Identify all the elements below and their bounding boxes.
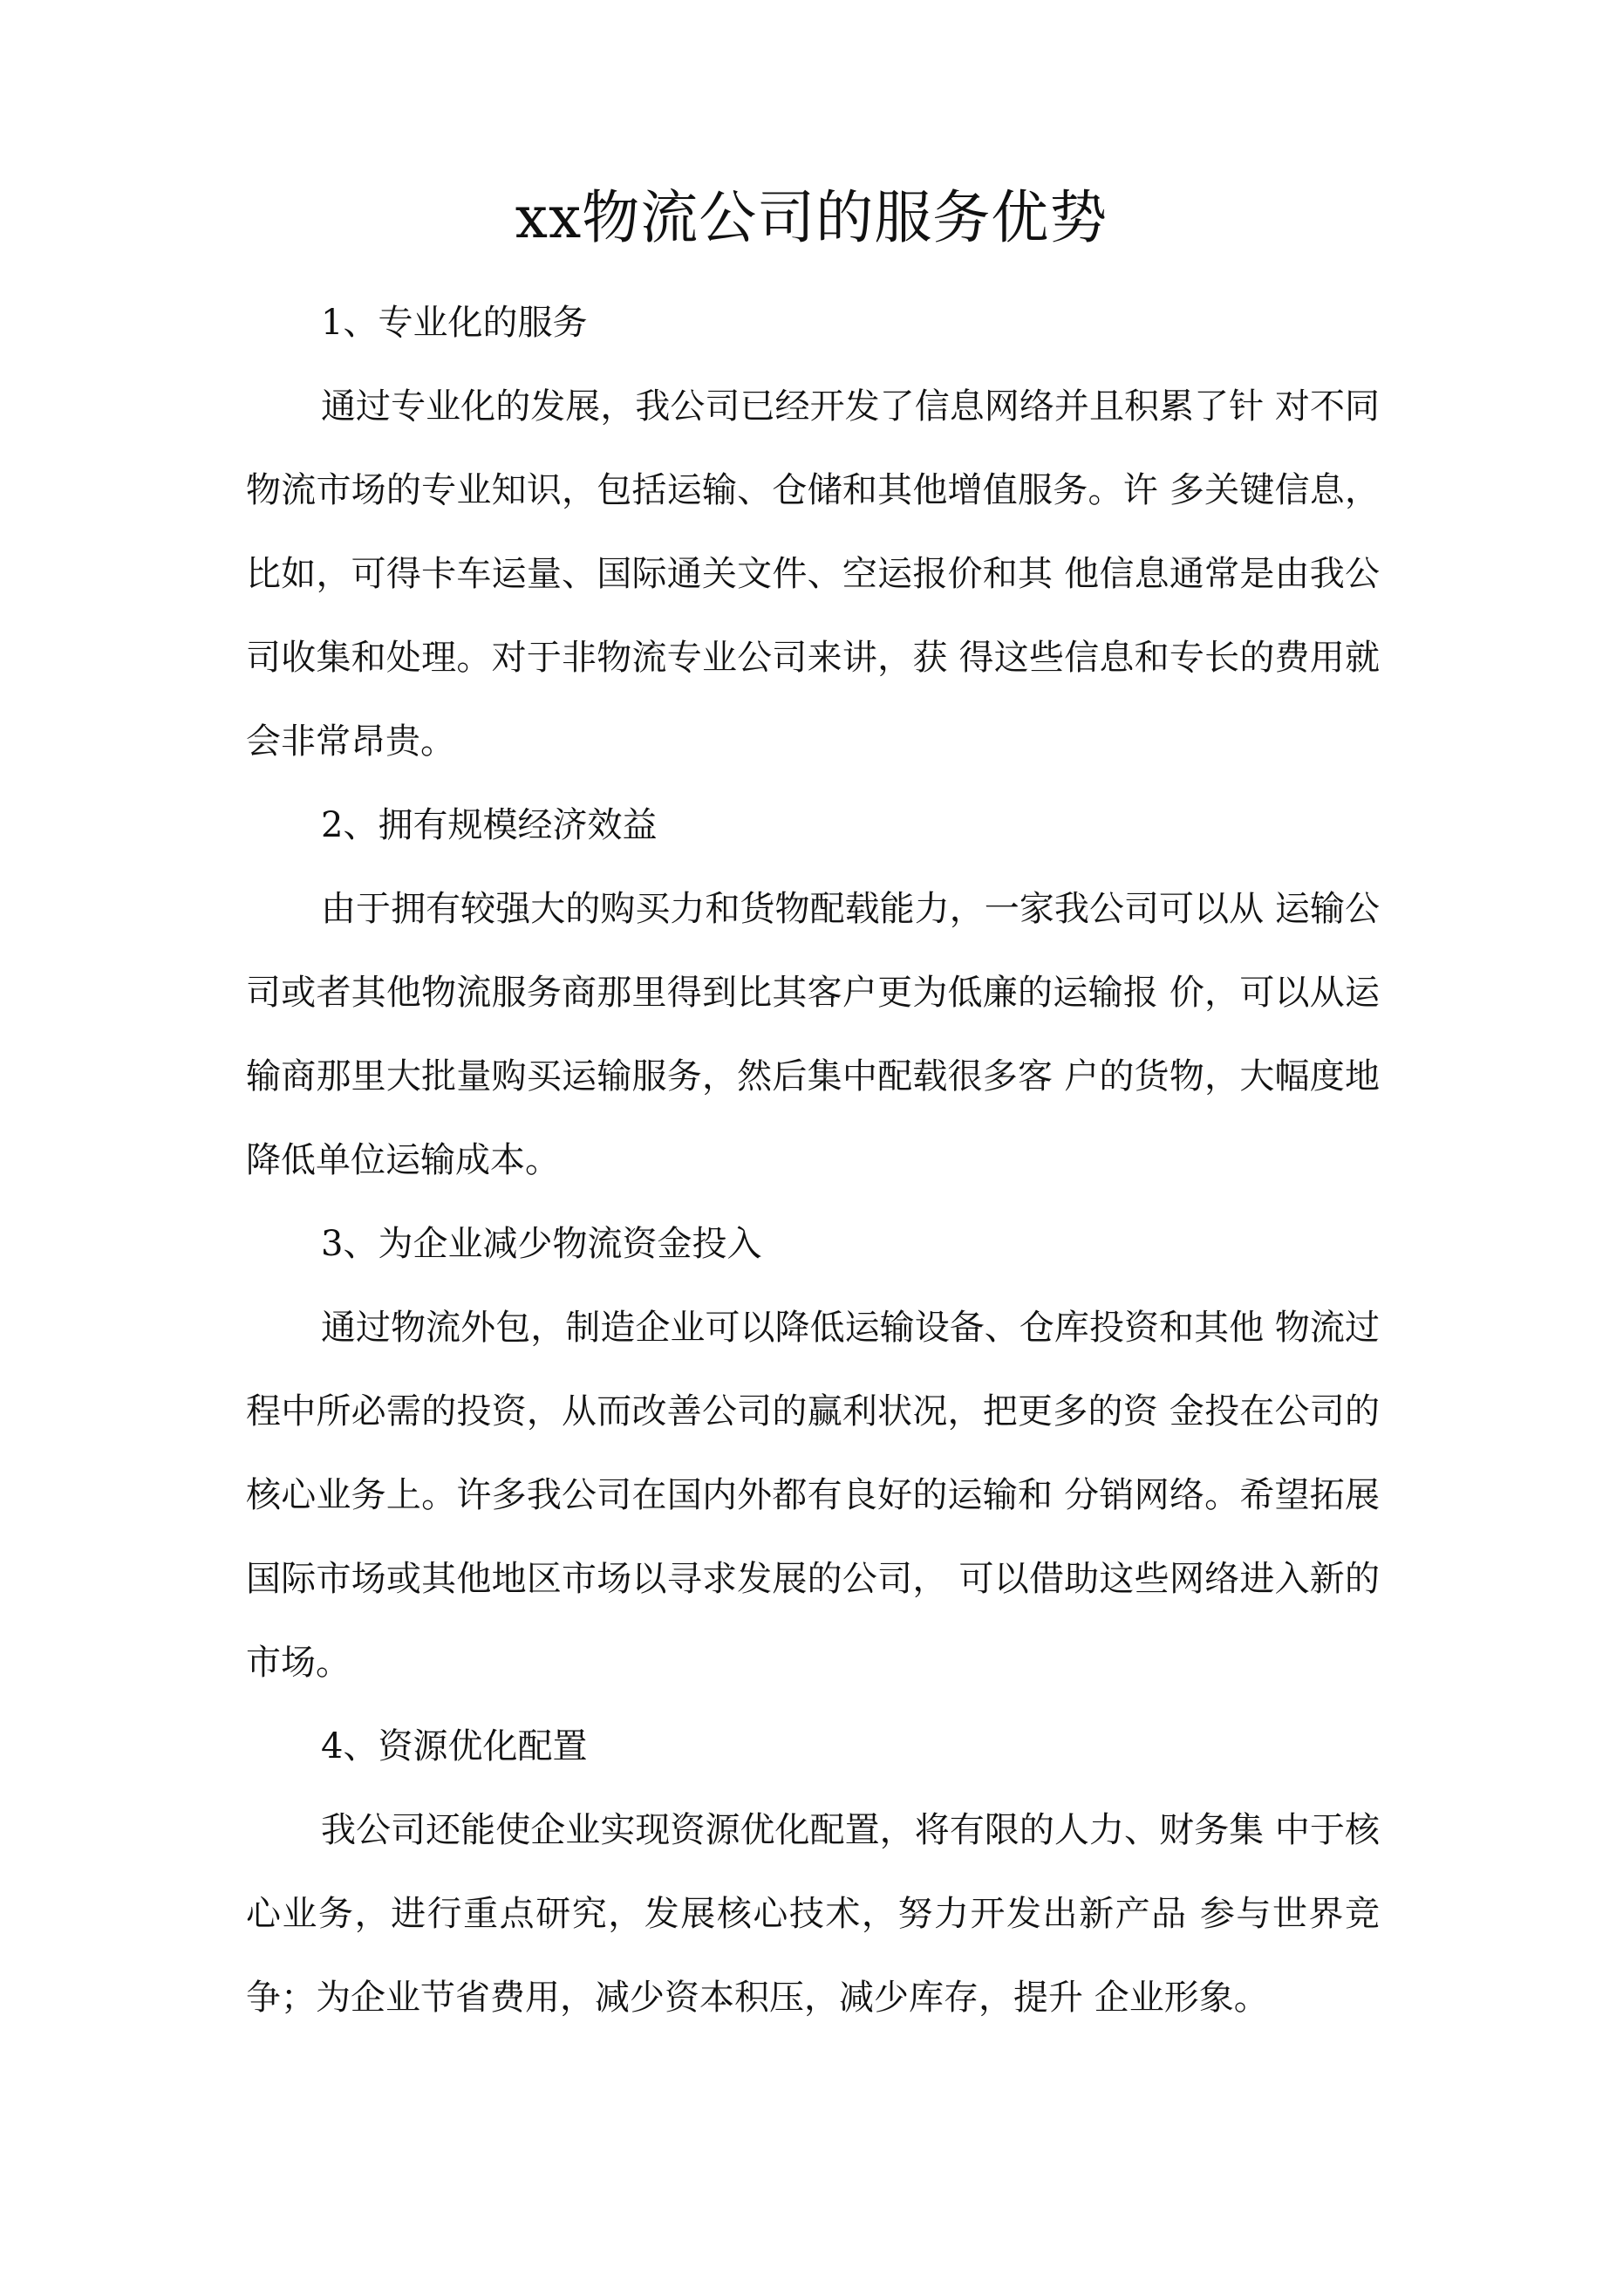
- section-paragraph: 通过物流外包，制造企业可以降低运输设备、仓库投资和其他 物流过程中所必需的投资，从而改善公司的赢利状况，把更多的资 金投在公司的核心业务上。许多我公司在国内外都有良好的运输和 分销网络。希望拓展国际市场或其他地区市场以寻求发展的公司， 可以借助这些网络进入新的市场。: [246, 1308, 1380, 1683]
- section-heading: 3、为企业减少物流资金投入: [321, 1224, 762, 1264]
- section-heading: 2、拥有规模经济效益: [321, 805, 658, 845]
- section-paragraph: 由于拥有较强大的购买力和货物配载能力，一家我公司可以从 运输公司或者其他物流服务商那里得到比其客户更为低廉的运输报 价，可以从运输商那里大批量购买运输服务，然后集中配载很多客 户的货物，大幅度地降低单位运输成本。: [246, 889, 1380, 1180]
- section-heading: 4、资源优化配置: [321, 1726, 588, 1766]
- document-title: xx物流公司的服务优势: [515, 184, 1108, 251]
- section-heading: 1、专业化的服务: [321, 303, 588, 343]
- section-paragraph: 通过专业化的发展，我公司已经开发了信息网络并且积累了针 对不同物流市场的专业知识，包括运输、仓储和其他增值服务。许 多关键信息，比如，可得卡车运量、国际通关文件、空运报价和其 他信息通常是由我公司收集和处理。对于非物流专业公司来讲，获 得这些信息和专长的费用就会非常昂贵。: [246, 386, 1380, 762]
- document-body: [246, 281, 1380, 2040]
- section-paragraph: 我公司还能使企业实现资源优化配置，将有限的人力、财务集 中于核心业务，进行重点研究，发展核心技术，努力开发出新产品 参与世界竞争；为企业节省费用，减少资本积压，减少库存，提升 企业形象。: [246, 1810, 1380, 2018]
